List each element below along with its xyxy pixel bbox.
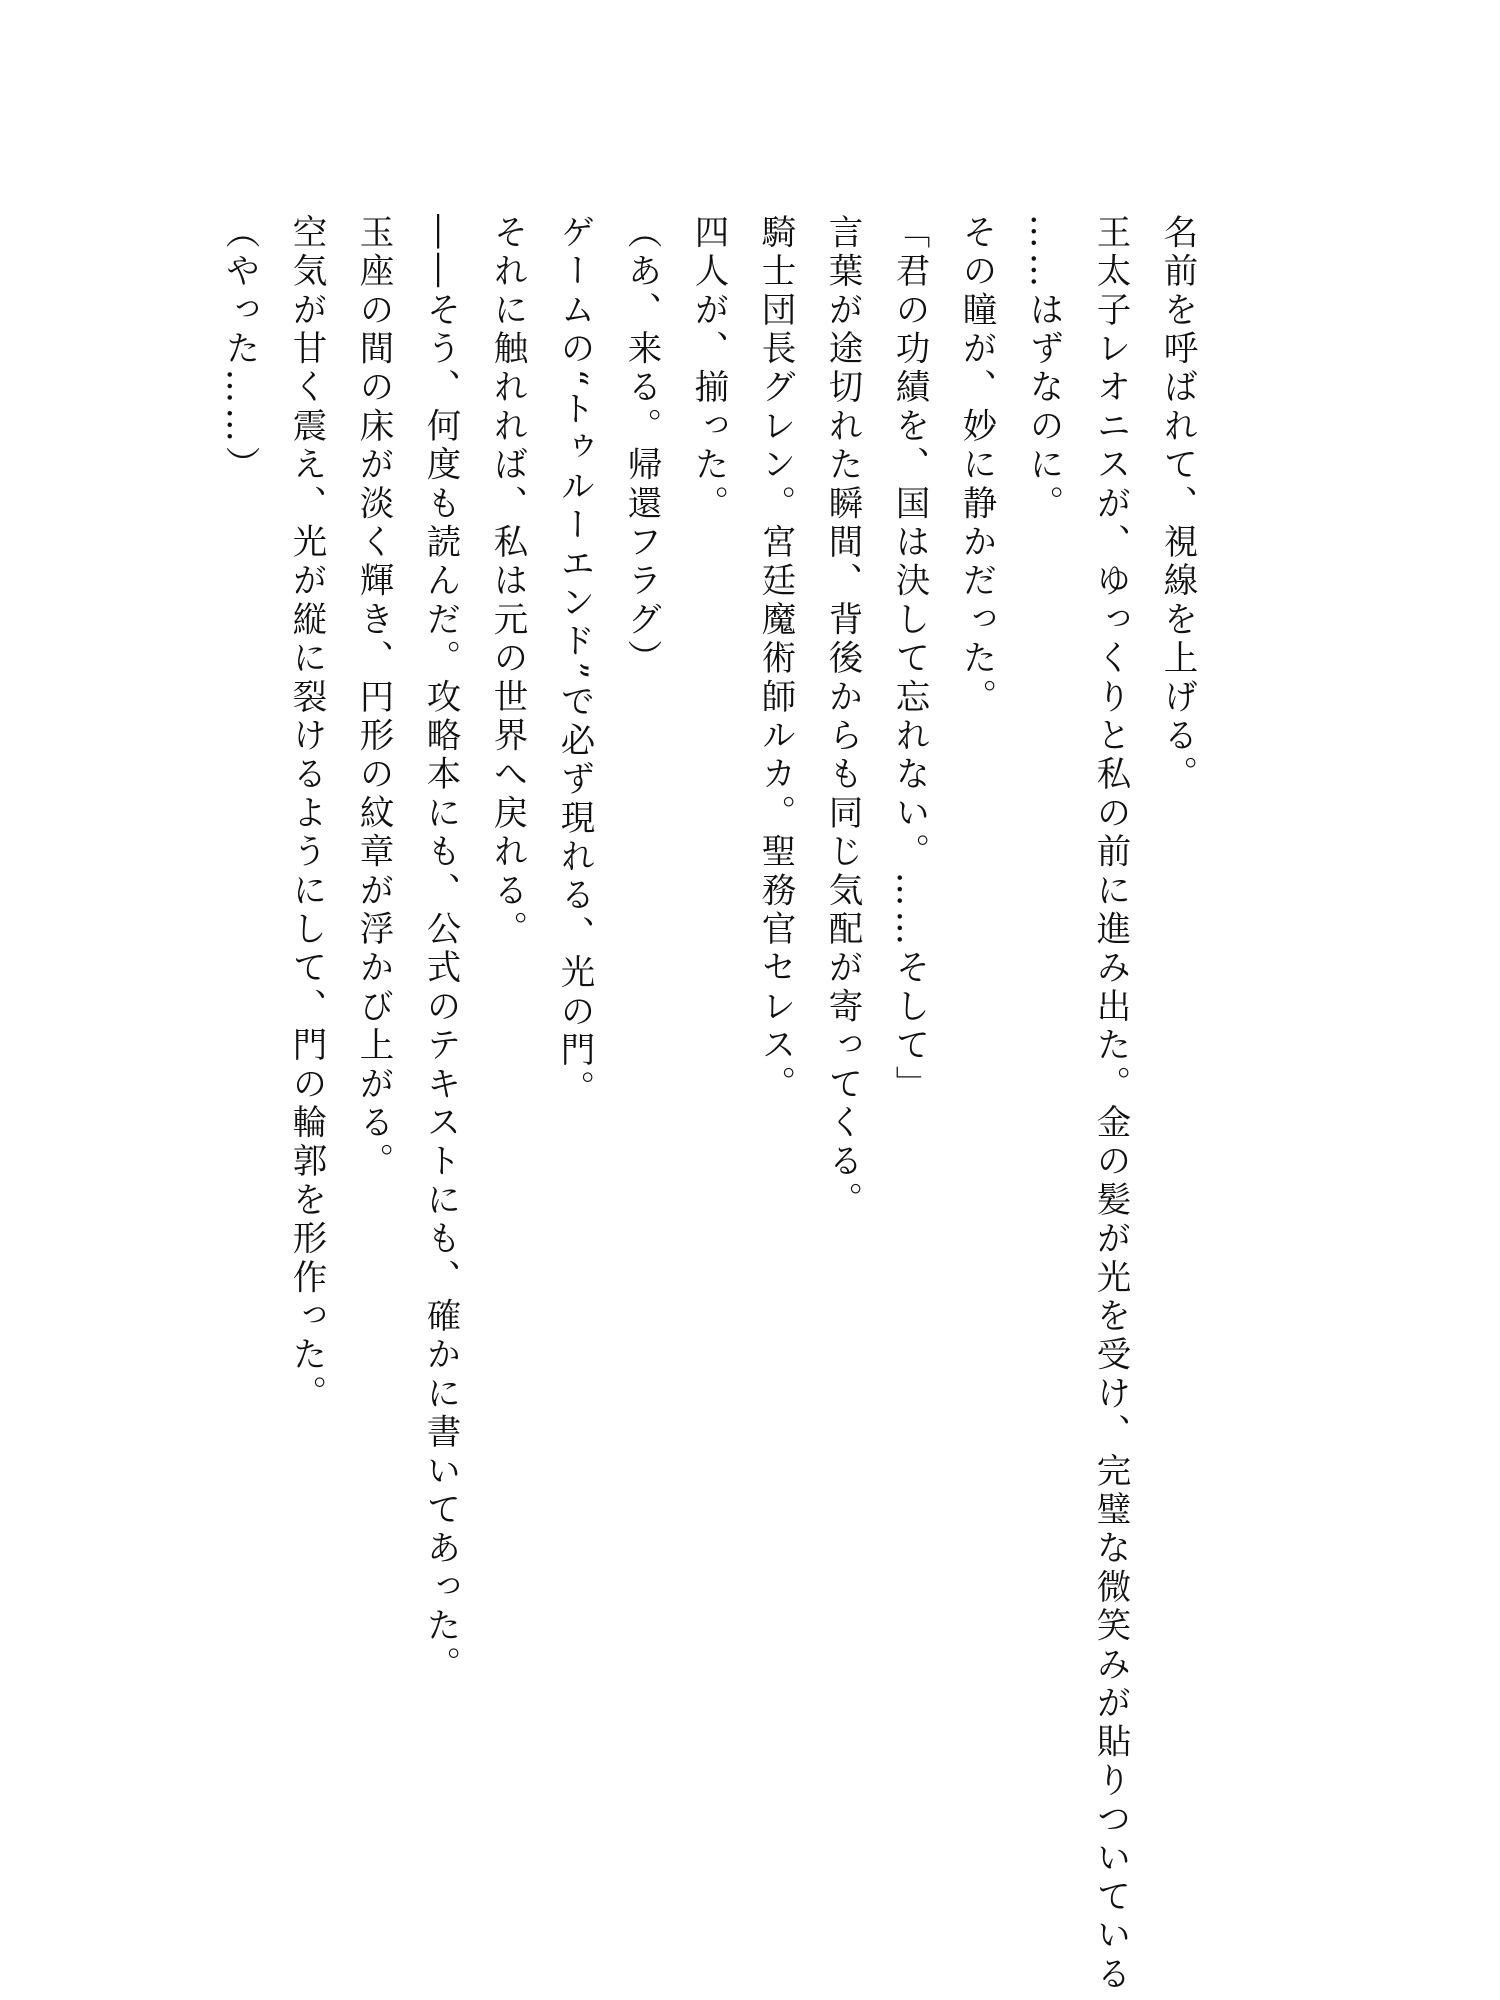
text-line: 「君の功績を、国は決して忘れない。……そして」 [889, 214, 929, 1105]
text-line: その瞳が、妙に静かだった。 [956, 214, 996, 718]
text-line: 騎士団長グレン。宮廷魔術師ルカ。聖務官セレス。 [755, 214, 795, 1105]
text-line: それに触れれば、私は元の世界へ戻れる。 [487, 214, 527, 950]
text-line: 空気が甘く震え、光が縦に裂けるようにして、門の輪郭を形作った。 [286, 214, 326, 1414]
text-line: 名前を呼ばれて、視線を上げる。 [1157, 214, 1197, 795]
text-line: ……はずなのに。 [1023, 214, 1063, 524]
text-line: 玉座の間の床が淡く輝き、円形の紋章が浮かび上がる。 [353, 214, 393, 1182]
text-line: （やった……） [219, 214, 259, 485]
text-line: 言葉が途切れた瞬間、背後からも同じ気配が寄ってくる。 [822, 214, 862, 1221]
text-line: 四人が、揃った。 [688, 214, 728, 524]
text-line: ――そう、何度も読んだ。攻略本にも、公式のテキストにも、確かに書いてあった。 [420, 214, 460, 1685]
text-line: （あ、来る。帰還フラグ） [621, 214, 661, 679]
text-line: ゲームの“トゥルーエンド”で必ず現れる、光の門。 [554, 214, 594, 1110]
vertical-text-body [205, 214, 1210, 1995]
text-line: 王太子レオニスが、ゆっくりと私の前に進み出た。金の髪が光を受け、完璧な微笑みが貼りついている [1090, 214, 1130, 1995]
